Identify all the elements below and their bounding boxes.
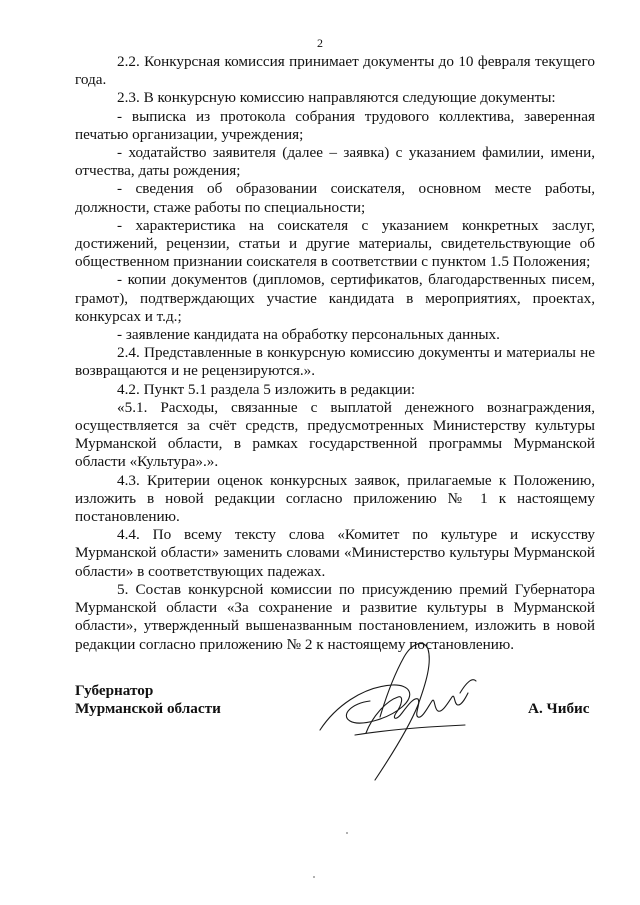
scan-speck: [313, 876, 315, 878]
list-item-document-copies: - копии документов (дипломов, сертификатов, благодарственных писем, грамот), подтверждающих участие кандидата в мероприятиях, проектах, конкурсах и т.д.;: [75, 271, 595, 325]
page-number: 2: [317, 36, 323, 50]
paragraph-2-2: 2.2. Конкурсная комиссия принимает документы до 10 февраля текущего года.: [75, 53, 595, 89]
paragraph-4-3: 4.3. Критерии оценок конкурсных заявок, прилагаемые к Положению, изложить в новой редакции согласно приложению № 1 к настоящему постановлению.: [75, 471, 595, 526]
signer-title: [75, 682, 221, 718]
handwritten-signature: [300, 635, 500, 785]
list-item-protocol-extract: - выписка из протокола собрания трудового коллектива, заверенная печатью организации, учреждения;: [75, 107, 595, 143]
signer-name: А. Чибис: [528, 700, 590, 717]
paragraph-2-4: 2.4. Представленные в конкурсную комиссию документы и материалы не возвращаются и не рецензируются.».: [75, 344, 595, 380]
paragraph-2-3: 2.3. В конкурсную комиссию направляются следующие документы:: [117, 89, 556, 107]
scan-speck: [346, 832, 348, 834]
list-item-application: - ходатайство заявителя (далее – заявка) с указанием фамилии, имени, отчества, даты рождения;: [75, 144, 595, 180]
paragraph-5: 5. Состав конкурсной комиссии по присуждению премий Губернатора Мурманской области «За сохранение и развитие культуры в Мурманской области», утвержденный вышеназванным постановлением, изложить в новой редакции согласно приложению № 2 к настоящему постановлению.: [75, 580, 595, 653]
paragraph-5-1-quote: «5.1. Расходы, связанные с выплатой денежного вознаграждения, осуществляется за счёт средств, предусмотренных Министерству культуры Мурманской области, в рамках государственной программы Мурманской области «Культура».».: [75, 398, 595, 471]
signer-title-line2: Мурманской области: [75, 700, 221, 718]
list-item-characteristic: - характеристика на соискателя с указанием конкретных заслуг, достижений, рецензии, статьи и другие материалы, свидетельствующие об общественном признании соискателя в соответствии с пунктом 1.5 Положения;: [75, 216, 595, 271]
paragraph-4-2: 4.2. Пункт 5.1 раздела 5 изложить в редакции:: [117, 380, 416, 398]
signer-title-line1: Губернатор: [75, 682, 154, 699]
paragraph-4-4: 4.4. По всему тексту слова «Комитет по культуре и искусству Мурманской области» заменить словами «Министерство культуры Мурманской области» в соответствующих падежах.: [75, 526, 595, 580]
list-item-education: - сведения об образовании соискателя, основном месте работы, должности, стаже работы по специальности;: [75, 180, 595, 216]
document-body: [75, 53, 595, 654]
list-item-personal-data-consent: - заявление кандидата на обработку персональных данных.: [117, 326, 500, 344]
